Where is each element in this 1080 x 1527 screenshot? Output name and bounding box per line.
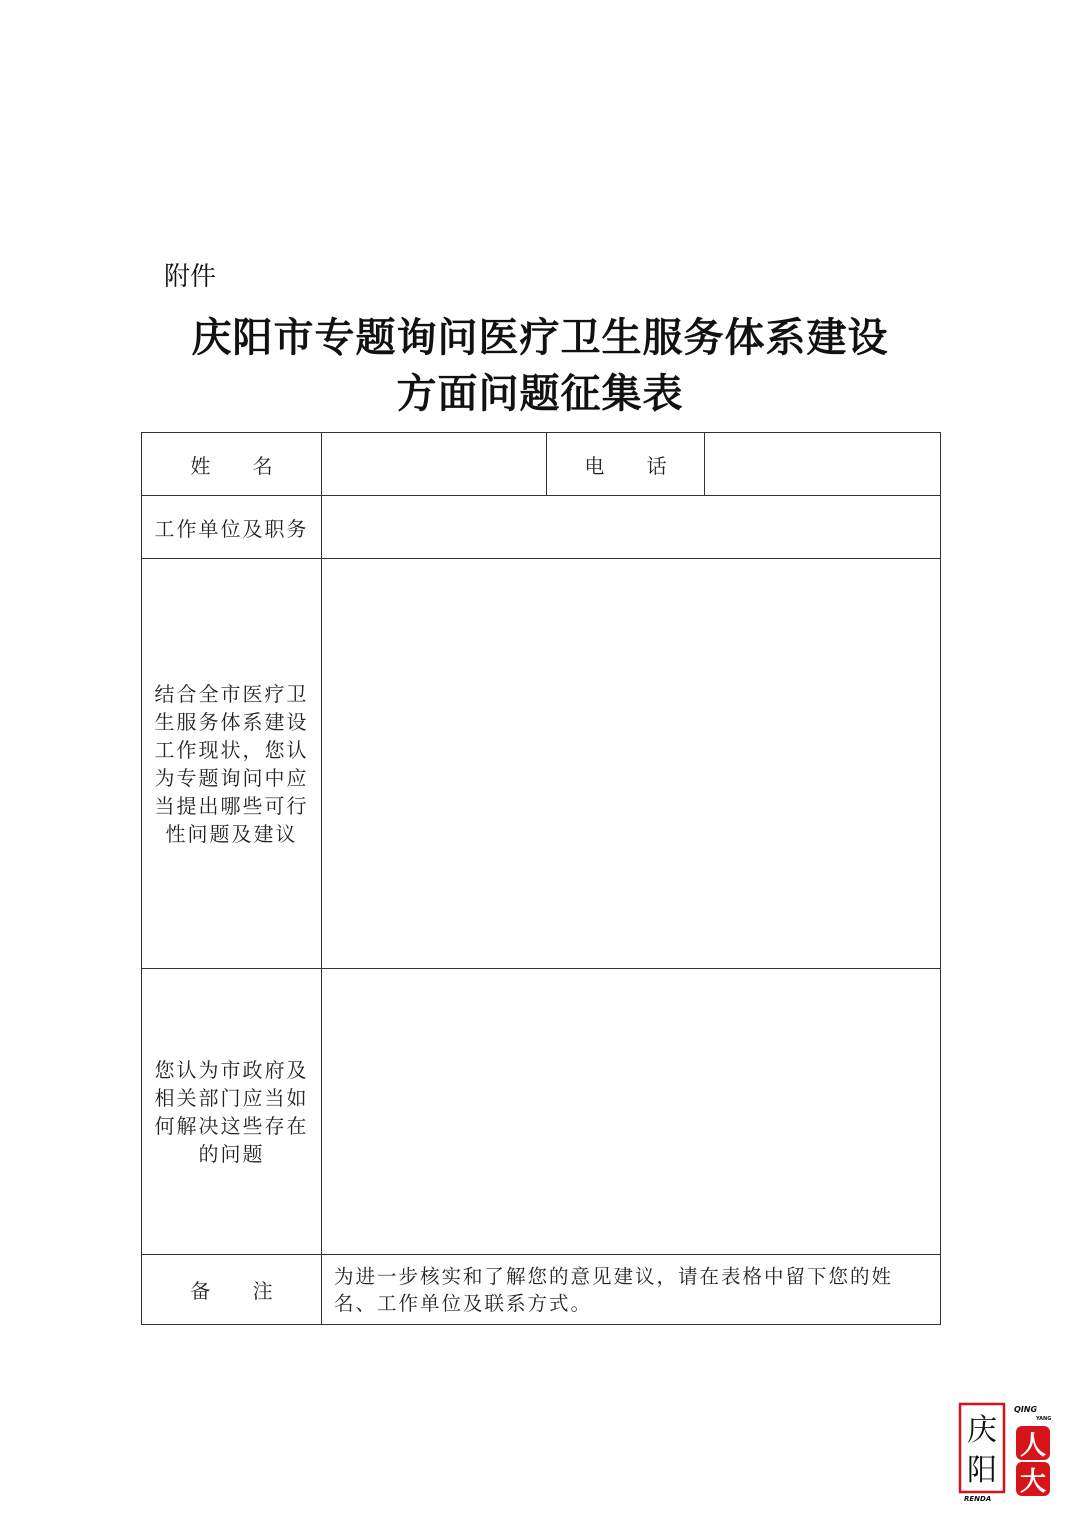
attachment-label: 附件 — [164, 262, 217, 292]
question2-label: 您认为市政府及 相关部门应当如 何解决这些存在 的问题 — [142, 969, 322, 1255]
logo-char-da: 大 — [1019, 1467, 1047, 1497]
logo-char-yang: 阳 — [967, 1453, 997, 1488]
row-employer — [142, 496, 941, 559]
question1-field[interactable] — [322, 559, 941, 969]
remarks-label: 备 注 — [190, 1279, 291, 1303]
logo-char-qing: 庆 — [967, 1413, 997, 1448]
qingyang-renda-logo — [958, 1402, 1056, 1502]
logo-pinyin-yang: YANG — [1036, 1416, 1052, 1422]
logo-pinyin-qing: QING — [1014, 1405, 1038, 1414]
employer-label-cell — [142, 496, 322, 559]
remarks-label-cell — [142, 1255, 322, 1325]
question1-label: 结合全市医疗卫 生服务体系建设 工作现状，您认 为专题询问中应 当提出哪些可行 性问题及建议 — [142, 559, 322, 969]
phone-label: 电 话 — [584, 453, 685, 478]
phone-field[interactable] — [705, 433, 941, 496]
name-field[interactable] — [322, 433, 547, 496]
page-title-line1: 庆阳市专题询问医疗卫生服务体系建设 — [191, 314, 889, 361]
employer-field[interactable] — [322, 496, 941, 559]
phone-label-cell — [547, 433, 705, 496]
question2-field[interactable] — [322, 969, 941, 1255]
row-question1 — [142, 559, 941, 969]
logo-char-ren: 人 — [1019, 1431, 1047, 1461]
employer-label: 工作单位及职务 — [154, 516, 309, 541]
row-name-phone — [142, 433, 941, 496]
row-remarks — [142, 1255, 941, 1325]
survey-form-table — [141, 432, 941, 1325]
name-label: 姓 名 — [190, 453, 291, 478]
logo-pinyin-renda: RENDA — [964, 1495, 992, 1502]
name-label-cell — [142, 433, 322, 496]
remarks-text: 为进一步核实和了解您的意见建议，请在表格中留下您的姓名、工作单位及联系方式。 — [322, 1255, 941, 1325]
page-title-line2: 方面问题征集表 — [396, 370, 684, 417]
row-question2 — [142, 969, 941, 1255]
